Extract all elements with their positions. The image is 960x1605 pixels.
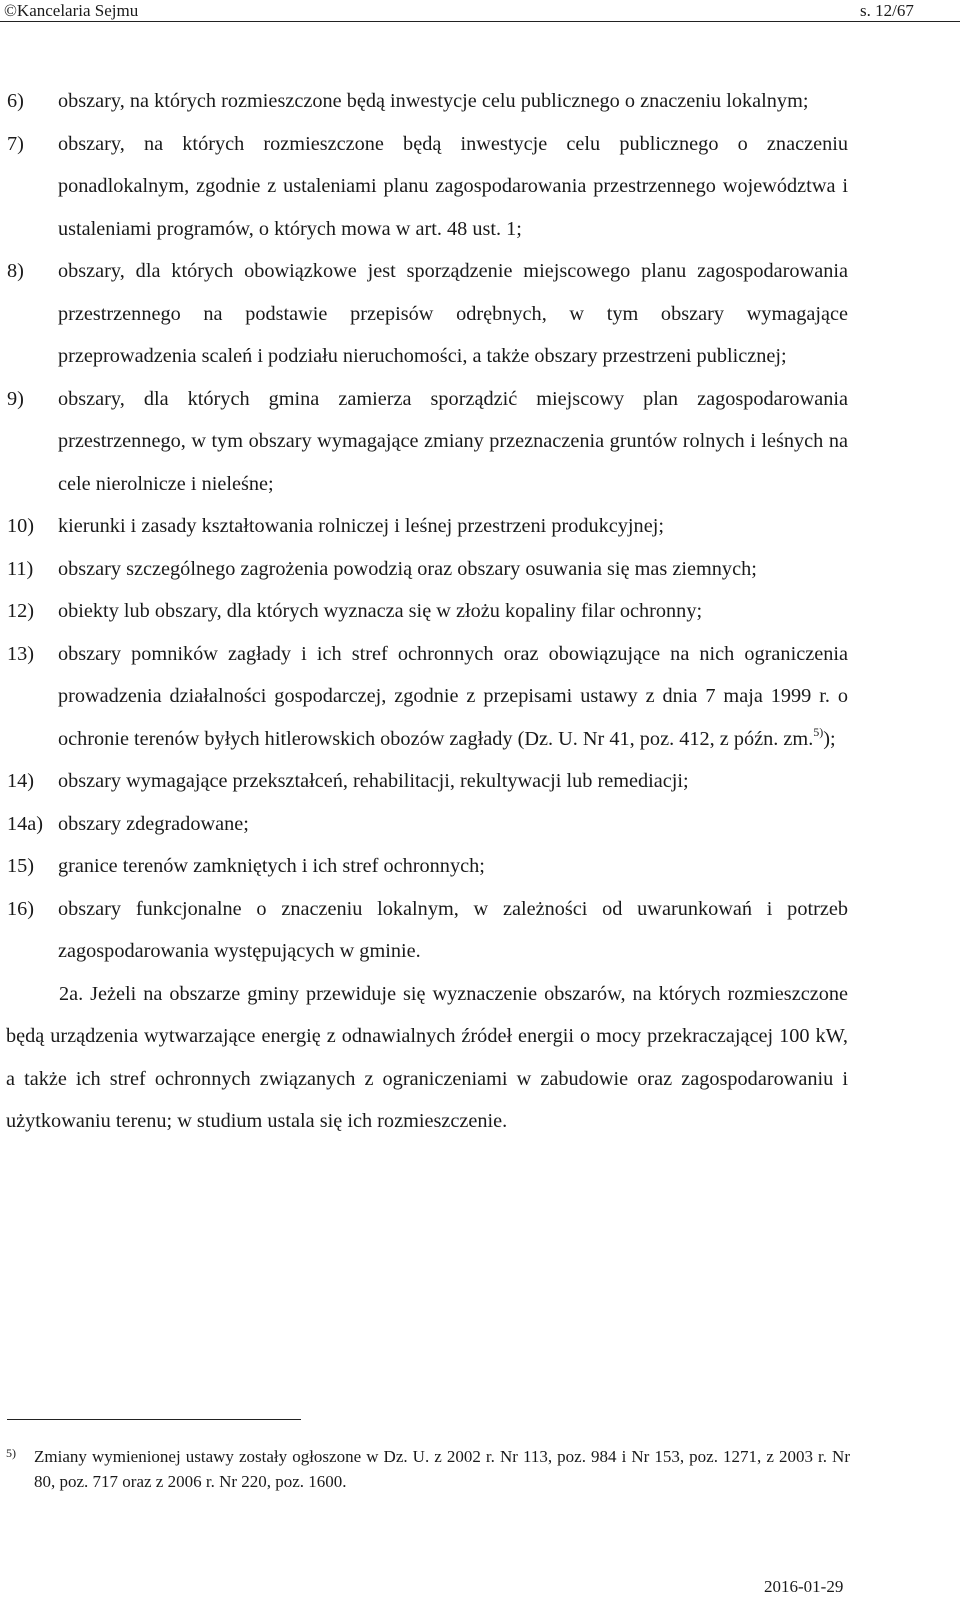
item-number: 14) — [7, 770, 35, 792]
footnote-number: 5) — [6, 1446, 16, 1460]
item-number: 14a) — [7, 812, 44, 835]
list-item — [0, 80, 960, 123]
item-text: obszary funkcjonalne o znaczeniu lokalnym, w zależności od uwarunkowań i potrzeb zagospodarowania występujących w gminie. — [58, 897, 848, 962]
document-body — [0, 80, 960, 1143]
page-header — [0, 0, 960, 22]
paragraph-2a: 2a. Jeżeli na obszarze gminy przewiduje się wyznaczenie obszarów, na których rozmieszczone będą urządzenia wytwarzające energię z odnawialnych źródeł energii o mocy przekraczającej 100 kW, a także ich stref ochronnych związanych z ograniczeniami w zabudowie oraz zagospodarowaniu i użytkowaniu terenu; w studium ustala się ich rozmieszczenie. — [6, 982, 848, 1132]
page-number: s. 12/67 — [860, 1, 914, 20]
footnote-text: Zmiany wymienionej ustawy zostały ogłoszone w Dz. U. z 2002 r. Nr 113, poz. 984 i Nr 153, poz. 1271, z 2003 r. Nr 80, poz. 717 oraz z 2006 r. Nr 220, poz. 1600. — [34, 1447, 850, 1491]
list-item — [0, 888, 960, 973]
item-text-with-footnote — [58, 633, 848, 761]
item-number: 7) — [7, 132, 24, 155]
item-number: 15) — [7, 855, 35, 877]
list-item — [0, 803, 960, 846]
footnote-separator — [7, 1419, 301, 1420]
item-text: obszary pomników zagłady i ich stref ochronnych oraz obowiązujące na nich ograniczenia prowadzenia działalności gospodarczej, zgodnie z przepisami ustawy z dnia 7 maja 1999 r. o ochronie terenów byłych hitlerowskich obozów zagłady (Dz. U. Nr 41, poz. 412, z późn. zm. — [58, 642, 848, 750]
item-number: 13) — [7, 642, 35, 665]
item-text-tail: ); — [823, 727, 836, 750]
footnote-reference: 5) — [813, 724, 824, 739]
list-item — [0, 633, 960, 761]
list-item — [0, 760, 960, 803]
item-text: obszary, dla których gmina zamierza sporządzić miejscowy plan zagospodarowania przestrzennego, w tym obszary wymagające zmiany przeznaczenia gruntów rolnych i leśnych na cele nierolnicze i nieleśne; — [58, 387, 848, 495]
item-number: 10) — [7, 515, 35, 537]
list-item — [0, 123, 960, 251]
list-item — [0, 548, 960, 591]
item-number: 6) — [7, 90, 24, 112]
item-text: obszary, na których rozmieszczone będą inwestycje celu publicznego o znaczeniu ponadlokalnym, zgodnie z ustaleniami planu zagospodarowania przestrzennego województwa i ustaleniami programów, o których mowa w art. 48 ust. 1; — [58, 132, 848, 240]
header-rule — [0, 21, 960, 22]
item-number: 12) — [7, 600, 35, 622]
item-text: obszary szczególnego zagrożenia powodzią oraz obszary osuwania się mas ziemnych; — [58, 557, 757, 580]
item-text: obszary, na których rozmieszczone będą inwestycje celu publicznego o znaczeniu lokalnym; — [58, 90, 809, 112]
item-text: kierunki i zasady kształtowania rolniczej i leśnej przestrzeni produkcyjnej; — [58, 515, 664, 537]
item-text: granice terenów zamkniętych i ich stref ochronnych; — [58, 855, 485, 877]
item-text: obiekty lub obszary, dla których wyznacza się w złożu kopaliny filar ochronny; — [58, 600, 703, 622]
copyright-label: ©Kancelaria Sejmu — [4, 1, 139, 20]
item-number: 16) — [7, 897, 35, 920]
list-item — [0, 590, 960, 633]
list-item — [0, 250, 960, 378]
item-text: obszary zdegradowane; — [58, 812, 249, 835]
list-item — [0, 378, 960, 506]
document-date: 2016-01-29 — [764, 1577, 844, 1596]
item-number: 11) — [7, 557, 34, 580]
item-number: 8) — [7, 260, 24, 282]
item-text: obszary wymagające przekształceń, rehabilitacji, rekultywacji lub remediacji; — [58, 770, 689, 792]
list-item — [0, 845, 960, 888]
list-item — [0, 505, 960, 548]
item-text: obszary, dla których obowiązkowe jest sporządzenie miejscowego planu zagospodarowania przestrzennego na podstawie przepisów odrębnych, w tym obszary wymagające przeprowadzenia scaleń i podziału nieruchomości, a także obszary przestrzeni publicznej; — [58, 260, 848, 367]
footnote — [0, 1444, 960, 1494]
item-number: 9) — [7, 387, 24, 410]
